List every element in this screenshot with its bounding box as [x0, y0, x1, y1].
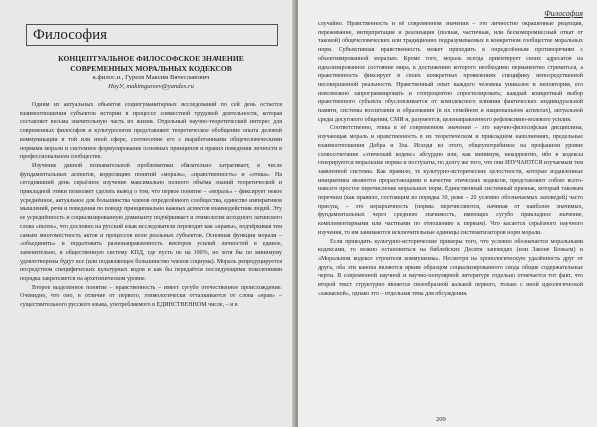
rubric-label: Философия [33, 27, 108, 43]
paragraph: Если приводить культурно-исторические примеры того, что условно обозначается моральными кодексами, то можно остановиться на библейских Десяти заповедях (или Законе Божьем) и «Моральном кодексе строителя коммунизма». Несмотря на хронологическую удалённость друг от друга, оба эти канона являются ярким образцом социализированного свода общие содержательные черты. В современной научной и научно-популярной литературе отдельно отмечается тот факт, что второй текст структурно является своеобразной калькой первого, только с иной идеологической «закваской», однако это – отдельная тема для обсуждения. [318, 238, 583, 297]
paragraph: Изучение данной познавательной проблематики обязательно затрагивает, в числе фундаментальных аспектов, корреляцию понятий «мораль», «нравственность» и «этика». На сегодняшний день серьёзное изучение максимально полного объёма знаний теоретической и прикладной этики позволяет сделать вывод о том, что первое понятие – «мораль» – фиксирует некое усреднённое, актуальное для большинства членов определённого сообщества, единство императивов мышлений, речи и поведения по поводу принципиально важных аспектов взаимодействия людей. Эту ее усреднённость и социализированную доминанту подчёркивает и этимология исходного латинского слова «mores», что дословно на русский язык исследователи переводят как «нравы», подчёркивая тем самым многоместность актов и процессов волн реальных субъектов. Основная функция морали – «объединить» и подытожить разнонаправленность векторов усилий личностей в единое, заменительно, в общественную систему КПД, где пусть не на 100%, но хотя бы по минимуму удовлетворены будут все (или подавляющее большинство членов социума). Мораль репродуцируется посредством специфических культурных кодов и как бы передаётся последующими поколениями порядка закрепляется на архетипическом уровне. [20, 162, 282, 283]
paragraph: Одним из актуальных объектов социогуманитарных исследований по сей день остается взаимоотношения субъектов истории в процессе совместной трудовой деятельности, которая составляет весьма значительную часть их жизни. Отдельный научно-теоретический интерес для современных философов и культурологов представляют теоретическое обобщение опыта деловой коммуникации в той или иной сфере, соотнесение его с выработанными общечеловеческими нормами морали и системное формулирование основных принципов и правил поведения личности в профессиональном сообществе. [20, 102, 282, 161]
article-title [20, 54, 282, 73]
paragraph: Соответственно, этика в её современном значении – это научно-философская дисциплина, изучающая мораль и нравственность в их теоретическом и прикладном наполнениях, предельные взаимоотношения Добра и Зла. Исходя из этого, общеупотребимое на профанном уровне словосочетание «этический кодекс» абсурдно или, как минимум, некорректно, ибо в кодексы генерируются моральные нормы и постулаты, по долгу же того, что они ИЗУЧАЮТСЯ изучаемым тем заявленной системы. Как правило, те культурно-исторические целостности, которые издавленные инициативы являются прорастающими в качестве этических кодексов, представляют собою всего-навсего простое перечисление моральных норм. Единственный системный признак, который таковым перечнем (как правило, состоящим из порядка 10, реже – 20 условно обозначаемых заповедей) часто присущ, – это иерархичность (нормы перечисляются, начиная от наиболее значимых, фундаментальных через среднюю значимость, имеющих сугубо прикладное значение, комплементарными или частными по отношению к первым). Что касается серьёзного научного изучения, то им занимаются исключительные единицы систематизаторов норм морали. [318, 125, 583, 236]
title-line-2: СОВРЕМЕННЫХ МОРАЛЬНЫХ КОДЕКСОВ [70, 63, 232, 73]
running-head: Философия [544, 9, 583, 18]
section-rubric [26, 24, 278, 46]
author-line: к.филос.н., Гуреев Максим Вячеславович [92, 74, 210, 81]
author-email: НоуУ, makimgureev@yandex.ru [108, 83, 194, 90]
right-page [298, 0, 597, 427]
page-number: 209 [436, 416, 446, 423]
paragraph: случайно. Нравственность и её современном значении – это личностно окрашенные рецепция, переживание, интерпретация и реализация (полная, частичная, или бескомпромиссный откат от таковой) общечеловеческих или традиционно подразумеваемых в конкретном сообществе моральных норм. Субъективная нравственность может приходить к определённым противоречиям с объективированной моралью. Кроме того, мораль всегда ориентирует своих адресатов на идеализированное состояние мира, к достижению которого необходимо перманентно стремиться, а нравственность фиксирует в своих конкретных проявлениях специфику непосредственной несовершенной реальности. Нравственный опыт каждого человека уникален и неповторим, его невозможно запрограммировать и стопроцентно спрогнозировать; каждый конкретный выбор нравственного субъекта обусловливается от комплексного влияния фактических индивидуальной памяти, системы воспитания и образования (в их семейном и национальном аспектах), актуальной среды досугового общения, СМИ и, разумеется, целенаправленного рефлексивно-волевого усилия. [318, 21, 583, 123]
left-page [0, 0, 296, 427]
paragraph: Второе выделенное понятие – нравственность – имеет сугубо отечественное происхождение. Очевидно, что оно, в отличие от первого, этимологически отталкивается от слова «нрав» – существительного русского языка, употребляемого в ЕДИНСТВЕННОМ числе, – и в [20, 284, 282, 309]
title-line-1: КОНЦЕПТУАЛЬНОЕ ФИЛОСОФСКОЕ ЗНАЧЕНИЕ [58, 54, 244, 63]
